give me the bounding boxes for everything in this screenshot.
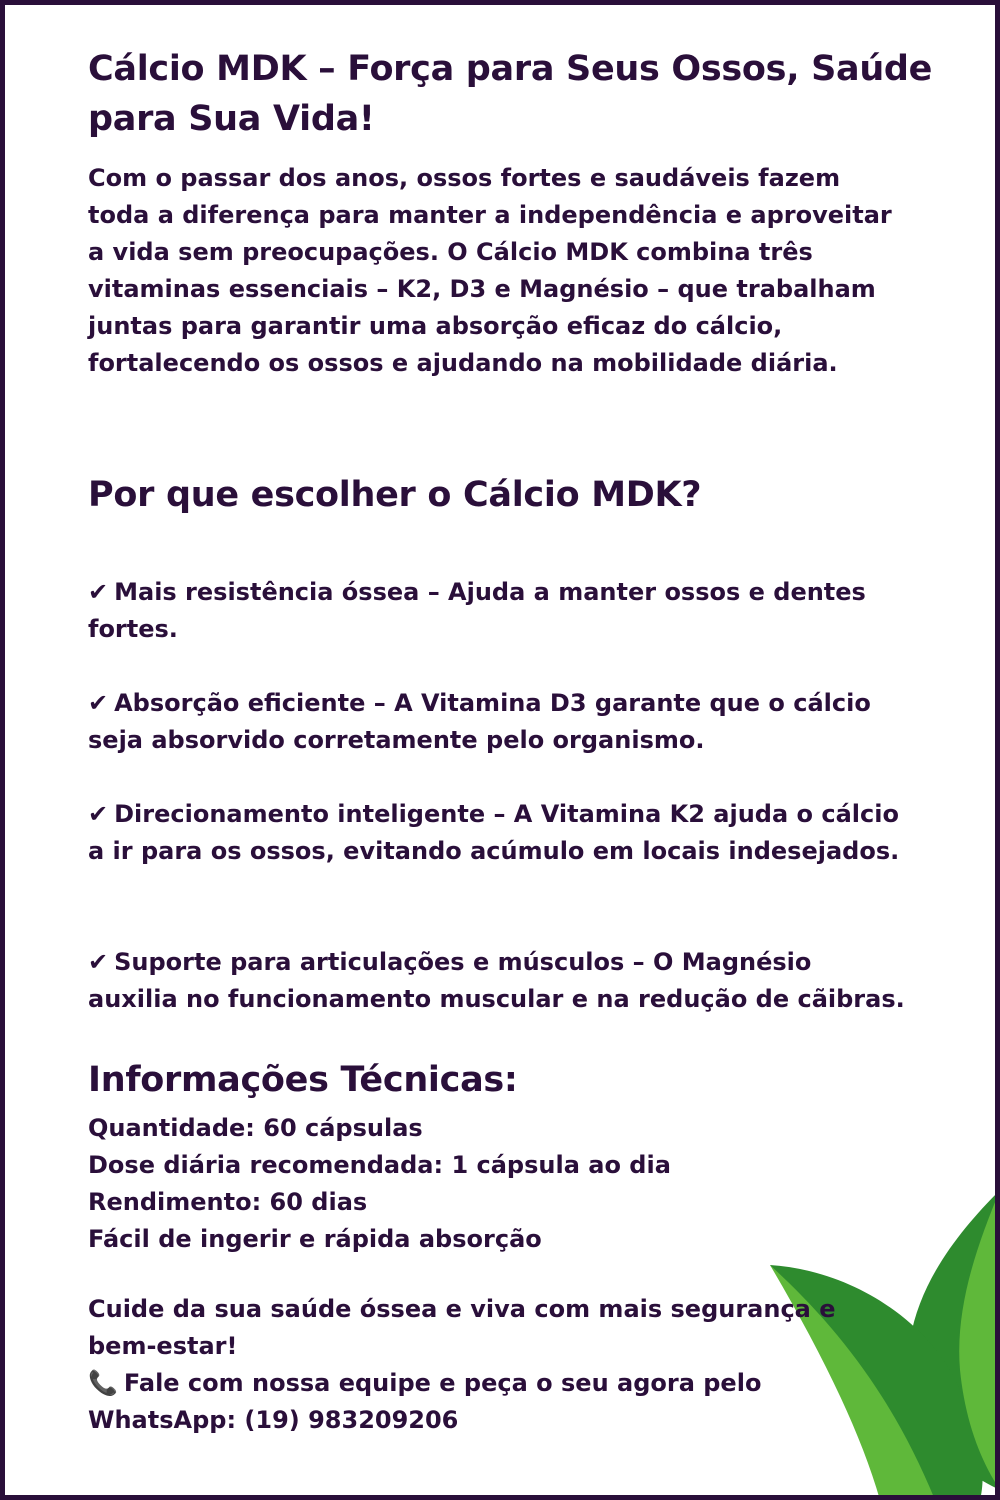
benefit-text: Direcionamento inteligente – A Vitamina K2 ajuda o cálcio a ir para os ossos, evitando acúmulo em locais indesejados. [88, 800, 900, 865]
contact-line [88, 1365, 808, 1439]
benefit-text: Mais resistência óssea – Ajuda a manter ossos e dentes fortes. [88, 578, 866, 643]
main-content [88, 44, 948, 1434]
benefit-item [88, 944, 908, 1018]
page-title: Cálcio MDK – Força para Seus Ossos, Saúde para Sua Vida! [88, 49, 933, 139]
check-icon: ✔ [88, 800, 109, 828]
technical-heading: Informações Técnicas: [88, 1060, 518, 1100]
intro-paragraph: Com o passar dos anos, ossos fortes e saudáveis fazem toda a diferença para manter a independência e aproveitar a vida sem preocupações. O Cálcio MDK combina três vitaminas essenciais – K2, D3 e Magnésio – que trabalham juntas para garantir uma absorção eficaz do cálcio, fortalecendo os ossos e ajudando na mobilidade diária. [88, 164, 892, 377]
benefits-heading: Por que escolher o Cálcio MDK? [88, 475, 702, 515]
technical-item: Dose diária recomendada: 1 cápsula ao dia [88, 1151, 671, 1179]
technical-item: Rendimento: 60 dias [88, 1188, 368, 1216]
technical-list [88, 1110, 671, 1258]
closing-text: Cuide da sua saúde óssea e viva com mais segurança e bem-estar! [88, 1295, 836, 1360]
benefit-item [88, 796, 908, 870]
contact-text: Fale com nossa equipe e peça o seu agora pelo WhatsApp: (19) 983209206 [88, 1369, 762, 1434]
phone-icon: 📞 [88, 1369, 118, 1397]
benefit-item [88, 574, 908, 648]
benefit-text: Absorção eficiente – A Vitamina D3 garante que o cálcio seja absorvido corretamente pelo organismo. [88, 689, 871, 754]
check-icon: ✔ [88, 689, 109, 717]
check-icon: ✔ [88, 578, 109, 606]
check-icon: ✔ [88, 948, 109, 976]
benefit-item [88, 685, 908, 759]
technical-item: Fácil de ingerir e rápida absorção [88, 1225, 542, 1253]
benefit-text: Suporte para articulações e músculos – O Magnésio auxilia no funcionamento muscular e na redução de cãibras. [88, 948, 905, 1013]
technical-item: Quantidade: 60 cápsulas [88, 1114, 423, 1142]
